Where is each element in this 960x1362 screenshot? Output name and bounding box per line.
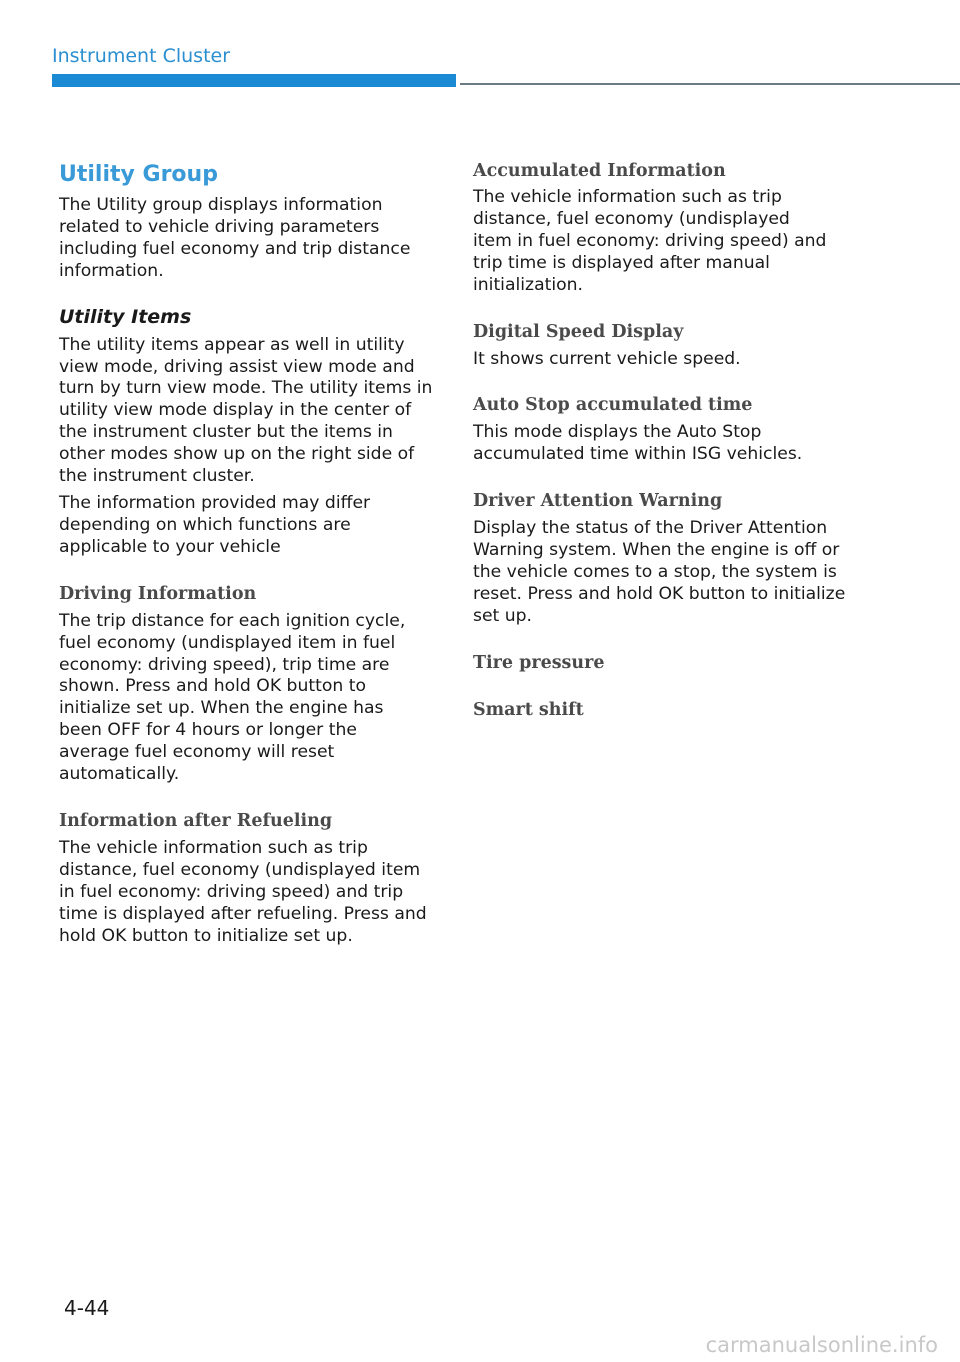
utility-group-intro: The Utility group displays information related to vehicle driving parameters including fuel economy and trip distance information. — [59, 195, 411, 281]
digital-speed-text: It shows current vehicle speed. — [473, 348, 741, 369]
page-number: 4-44 — [64, 1296, 110, 1320]
tire-pressure-heading: Tire pressure — [473, 652, 605, 673]
right-column — [473, 158, 858, 723]
driver-attention-text: Display the status of the Driver Attention Warning system. When the engine is off or the vehicle comes to a stop, the system is reset. Press and hold OK button to initialize set up. — [473, 518, 846, 626]
header-rule-gray — [460, 83, 960, 85]
utility-items-note: The information provided may differ depending on which functions are applicable to your vehicle — [59, 492, 371, 557]
driving-information-text: The trip distance for each ignition cycle, fuel economy (undisplayed item in fuel economy: driving speed), trip time are shown. Press and hold OK button to initialize set up. When the engine has been OFF for 4 hours or longer the average fuel economy will reset automatically. — [59, 610, 406, 785]
auto-stop-text: This mode displays the Auto Stop accumulated time within ISG vehicles. — [473, 422, 803, 465]
refueling-text: The vehicle information such as trip distance, fuel economy (undisplayed item in fuel economy: driving speed) and trip time is displayed after refueling. Press and hold OK button to initialize set up. — [59, 837, 427, 946]
utility-group-heading: Utility Group — [59, 162, 218, 187]
digital-speed-heading: Digital Speed Display — [473, 321, 684, 342]
driver-attention-heading: Driver Attention Warning — [473, 491, 723, 512]
smart-shift-heading: Smart shift — [473, 699, 584, 720]
refueling-heading: Information after Refueling — [59, 810, 333, 831]
utility-items-paragraph: The utility items appear as well in utility view mode, driving assist view mode and turn by turn view mode. The utility items in utility view mode display in the center of the instrument cluster but the items in other modes show up on the right side of the instrument cluster. — [59, 334, 433, 487]
section-title: Instrument Cluster — [52, 45, 231, 67]
utility-items-heading: Utility Items — [59, 305, 192, 328]
auto-stop-heading: Auto Stop accumulated time — [473, 395, 753, 416]
accumulated-information-heading: Accumulated Information — [473, 161, 726, 181]
header-rule-blue — [52, 74, 456, 87]
watermark: carmanualsonline.info — [705, 1333, 938, 1357]
driving-information-heading: Driving Information — [59, 583, 257, 604]
left-column — [59, 158, 439, 947]
accumulated-information-text: The vehicle information such as trip distance, fuel economy (undisplayed item in fuel economy: driving speed) and trip time is displayed after manual initialization. — [473, 187, 827, 295]
